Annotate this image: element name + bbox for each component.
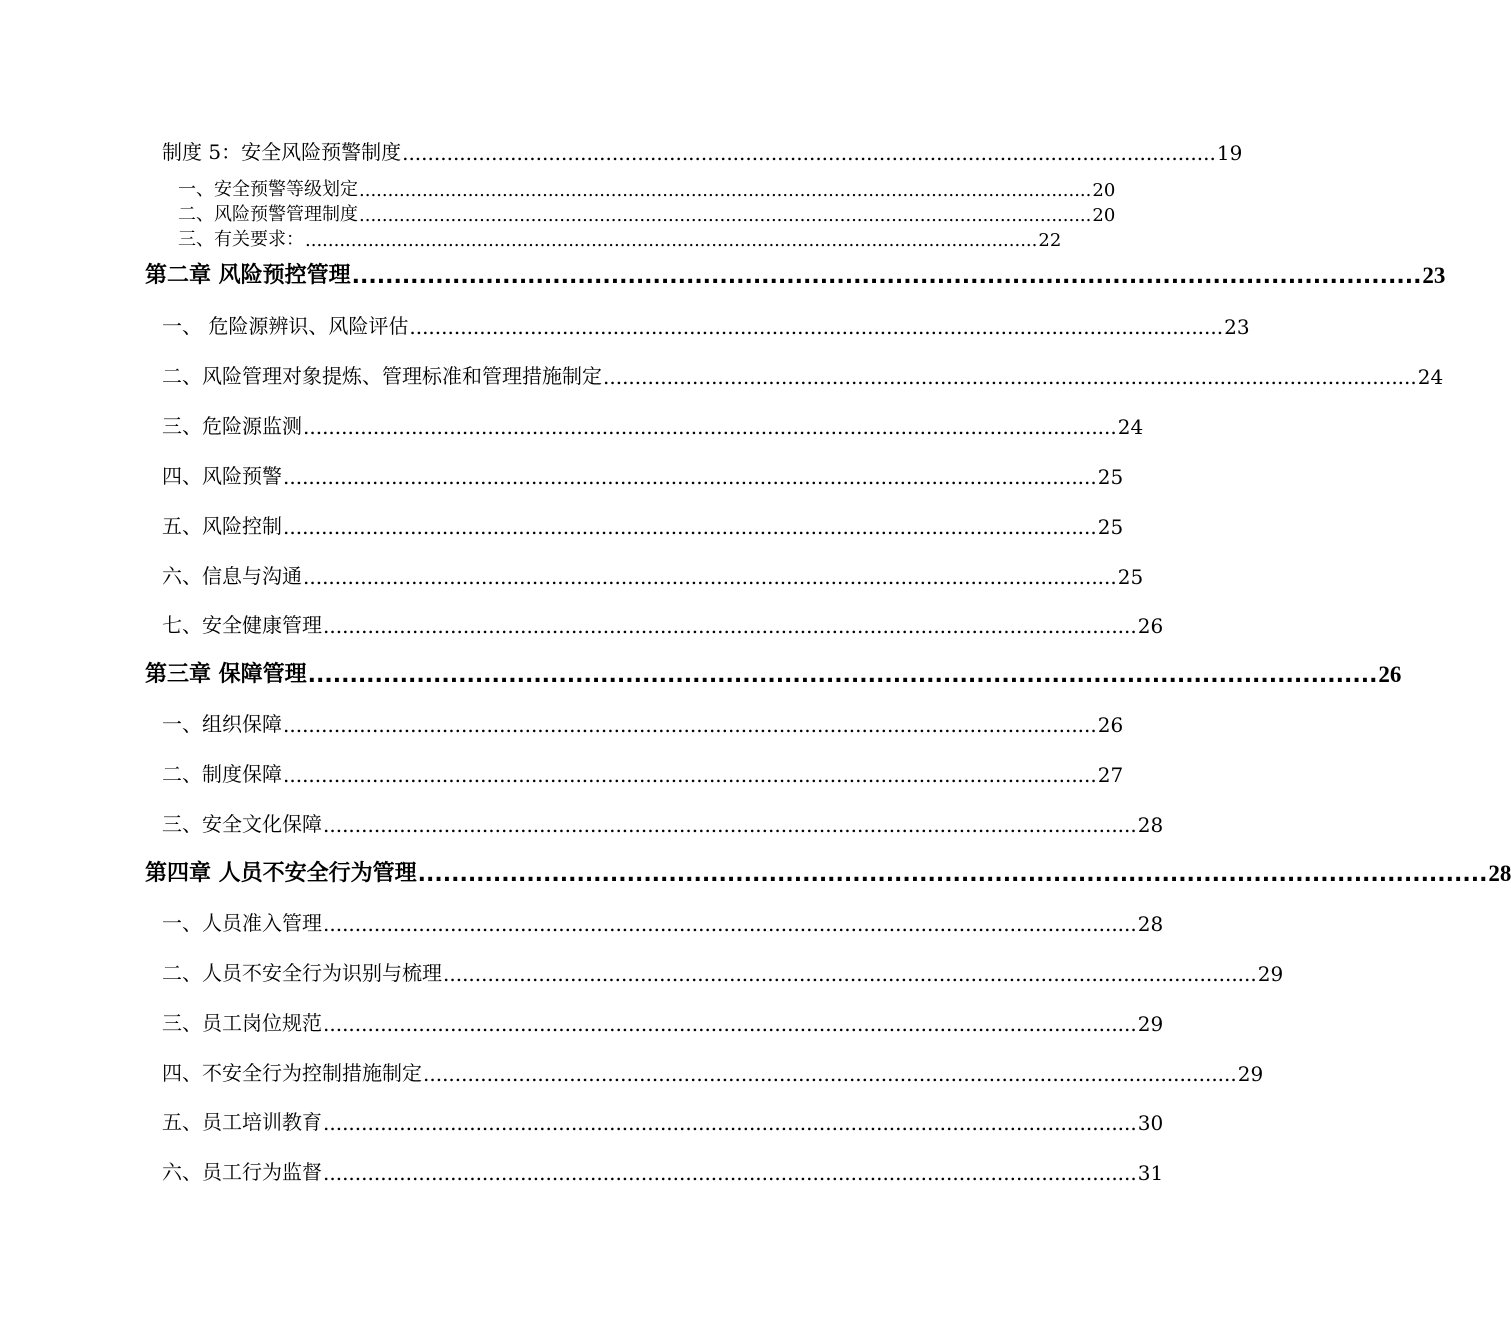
toc-entry-label: 第四章 人员不安全行为管理	[145, 861, 417, 886]
toc-entry-label: 一、 危险源辨识、风险评估	[162, 314, 409, 338]
toc-leader-dots: ................................................................................................................................	[359, 180, 1092, 201]
toc-entry[interactable]	[145, 1057, 1264, 1086]
toc-entry-label: 制度 5：安全风险预警制度	[162, 140, 402, 164]
toc-entry[interactable]	[145, 758, 1124, 787]
toc-entry-label: 三、员工岗位规范	[162, 1011, 322, 1035]
toc-leader-dots: ................................................................................................................................	[307, 663, 1378, 688]
toc-entry[interactable]	[145, 410, 1144, 439]
toc-entry-label: 三、安全文化保障	[162, 812, 322, 836]
toc-entry-page: 27	[1097, 763, 1124, 787]
toc-entry-page: 26	[1378, 662, 1402, 687]
toc-entry-label: 七、安全健康管理	[162, 613, 322, 637]
toc-leader-dots: ................................................................................................................................	[409, 315, 1224, 339]
toc-entry[interactable]	[145, 708, 1124, 737]
toc-entry[interactable]	[145, 510, 1124, 539]
toc-entry-page: 19	[1216, 141, 1243, 165]
toc-entry[interactable]	[145, 200, 1116, 226]
toc-leader-dots: ................................................................................................................................	[283, 763, 1097, 787]
toc-entry-page: 26	[1097, 713, 1124, 737]
toc-entry-page: 28	[1137, 912, 1164, 936]
toc-entry-label: 五、风险控制	[162, 514, 282, 538]
toc-chapter-entry[interactable]	[145, 657, 1402, 688]
toc-leader-dots: ................................................................................................................................	[283, 713, 1097, 737]
toc-entry-label: 六、信息与沟通	[162, 564, 302, 588]
toc-entry-label: 二、人员不安全行为识别与梳理	[162, 961, 442, 985]
toc-leader-dots: ................................................................................................................................	[323, 1111, 1137, 1135]
toc-chapter-entry[interactable]	[145, 258, 1446, 289]
toc-entry-page: 28	[1488, 861, 1511, 886]
toc-leader-dots: ................................................................................................................................	[423, 1062, 1237, 1086]
toc-entry-label: 二、制度保障	[162, 762, 282, 786]
toc-entry-page: 31	[1137, 1161, 1164, 1185]
toc-entry-page: 20	[1092, 205, 1116, 226]
toc-entry-page: 29	[1137, 1012, 1164, 1036]
toc-leader-dots: ................................................................................................................................	[323, 912, 1137, 936]
toc-entry[interactable]	[145, 1106, 1164, 1135]
toc-leader-dots: ................................................................................................................................	[359, 205, 1092, 226]
toc-entry-label: 第三章 保障管理	[145, 662, 307, 687]
toc-entry-page: 22	[1038, 230, 1062, 251]
toc-entry-page: 28	[1137, 813, 1164, 837]
toc-leader-dots: ................................................................................................................................	[303, 565, 1117, 589]
toc-leader-dots: ................................................................................................................................	[603, 365, 1417, 389]
toc-leader-dots: ................................................................................................................................	[283, 515, 1097, 539]
toc-entry[interactable]	[145, 957, 1284, 986]
toc-leader-dots: ................................................................................................................................	[323, 1161, 1137, 1185]
toc-entry-page: 29	[1257, 962, 1284, 986]
toc-entry-page: 25	[1117, 565, 1144, 589]
toc-entry-page: 23	[1422, 263, 1446, 288]
toc-entry-label: 第二章 风险预控管理	[145, 263, 351, 288]
toc-entry[interactable]	[145, 808, 1164, 837]
toc-leader-dots: ................................................................................................................................	[417, 862, 1488, 887]
toc-entry[interactable]	[145, 175, 1116, 201]
toc-leader-dots: ................................................................................................................................	[402, 141, 1216, 165]
toc-leader-dots: ................................................................................................................................	[305, 230, 1038, 251]
toc-entry-page: 20	[1092, 180, 1116, 201]
toc-entry-label: 五、员工培训教育	[162, 1110, 322, 1134]
toc-chapter-entry[interactable]	[145, 856, 1511, 887]
toc-entry-label: 一、组织保障	[162, 712, 282, 736]
toc-entry-page: 25	[1097, 515, 1124, 539]
toc-entry[interactable]	[145, 360, 1444, 389]
toc-entry[interactable]	[145, 1156, 1164, 1185]
toc-leader-dots: ................................................................................................................................	[323, 813, 1137, 837]
toc-entry-label: 一、人员准入管理	[162, 911, 322, 935]
toc-leader-dots: ................................................................................................................................	[283, 465, 1097, 489]
toc-entry-label: 六、员工行为监督	[162, 1160, 322, 1184]
toc-entry-page: 24	[1417, 365, 1444, 389]
toc-entry-label: 四、不安全行为控制措施制定	[162, 1061, 422, 1085]
toc-entry[interactable]	[145, 225, 1062, 251]
toc-entry-label: 三、危险源监测	[162, 414, 302, 438]
toc-entry-page: 26	[1137, 614, 1164, 638]
toc-entry[interactable]	[145, 460, 1124, 489]
toc-entry-label: 二、风险管理对象提炼、管理标准和管理措施制定	[162, 364, 602, 388]
toc-entry-label: 三、有关要求：	[178, 229, 304, 250]
toc-entry-page: 29	[1237, 1062, 1264, 1086]
toc-entry[interactable]	[145, 907, 1164, 936]
toc-entry[interactable]	[145, 609, 1164, 638]
toc-entry-label: 四、风险预警	[162, 464, 282, 488]
toc-entry-page: 23	[1224, 315, 1250, 339]
toc-leader-dots: ................................................................................................................................	[323, 1012, 1137, 1036]
toc-leader-dots: ................................................................................................................................	[323, 614, 1137, 638]
toc-leader-dots: ................................................................................................................................	[351, 264, 1422, 289]
toc-entry[interactable]	[145, 560, 1144, 589]
toc-entry-label: 二、风险预警管理制度	[178, 204, 358, 225]
toc-leader-dots: ................................................................................................................................	[303, 415, 1117, 439]
toc-entry[interactable]	[145, 136, 1243, 165]
toc-entry-page: 25	[1097, 465, 1124, 489]
toc-entry-page: 30	[1137, 1111, 1164, 1135]
toc-entry[interactable]	[145, 1007, 1164, 1036]
toc-entry-label: 一、安全预警等级划定	[178, 179, 358, 200]
toc-entry[interactable]	[145, 310, 1250, 339]
toc-leader-dots: ................................................................................................................................	[443, 962, 1257, 986]
toc-entry-page: 24	[1117, 415, 1144, 439]
